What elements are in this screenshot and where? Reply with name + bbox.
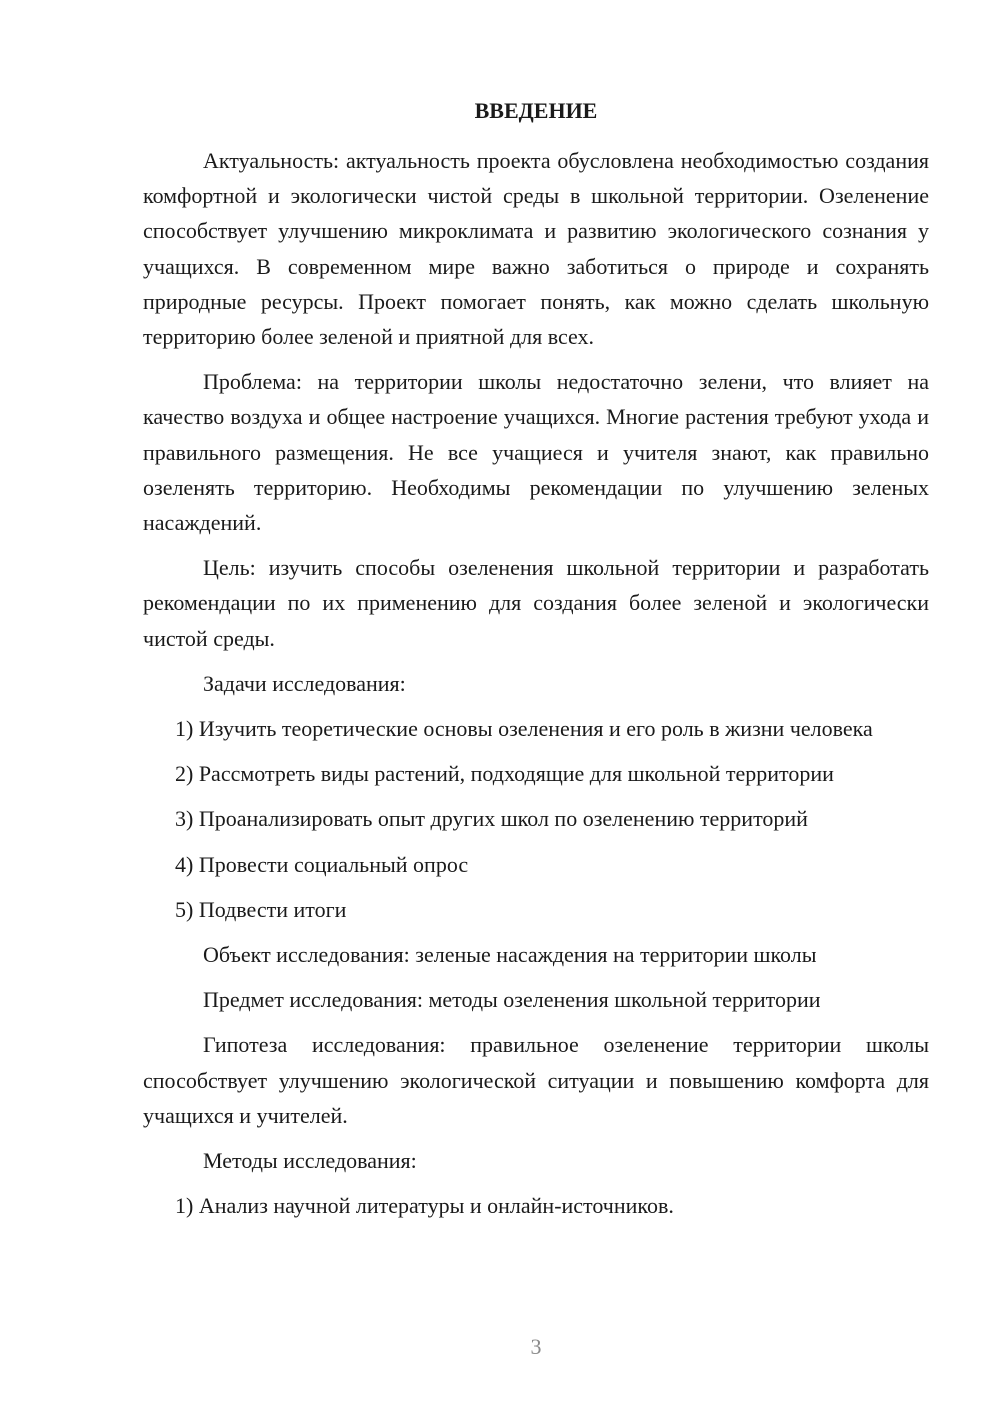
method-item: 1) Анализ научной литературы и онлайн-источников. bbox=[175, 1193, 674, 1219]
methods-heading: Методы исследования: bbox=[203, 1148, 417, 1174]
task-item: 1) Изучить теоретические основы озеленения и его роль в жизни человека bbox=[175, 716, 873, 742]
relevance-paragraph: Актуальность: актуальность проекта обусловлена необходимостью создания комфортной и экологически чистой среды в школьной территории. Озеленение способствует улучшению микроклимата и развитию экологического сознания у учащихся. В современном мире важно заботиться о природе и сохранять природные ресурсы. Проект помогает понять, как можно сделать школьную территорию более зеленой и приятной для всех. bbox=[143, 148, 929, 350]
task-item: 3) Проанализировать опыт других школ по озеленению территорий bbox=[175, 806, 808, 832]
object-paragraph: Объект исследования: зеленые насаждения на территории школы bbox=[203, 942, 817, 968]
hypothesis-paragraph: Гипотеза исследования: правильное озеленение территории школы способствует улучшению экологической ситуации и повышению комфорта для учащихся и учителей. bbox=[143, 1032, 929, 1128]
goal-paragraph: Цель: изучить способы озеленения школьной территории и разработать рекомендации по их применению для создания более зеленой и экологически чистой среды. bbox=[143, 555, 929, 651]
task-item: 5) Подвести итоги bbox=[175, 896, 347, 922]
problem-paragraph: Проблема: на территории школы недостаточно зелени, что влияет на качество воздуха и общее настроение учащихся. Многие растения требуют ухода и правильного размещения. Не все учащиеся и учителя знают, как правильно озеленять территорию. Необходимы рекомендации по улучшению зеленых насаждений. bbox=[143, 369, 929, 536]
page-title: ВВЕДЕНИЕ bbox=[474, 98, 598, 123]
page-number: 3 bbox=[530, 1334, 542, 1359]
document-body bbox=[143, 143, 929, 1233]
task-item: 4) Провести социальный опрос bbox=[175, 851, 469, 877]
task-item: 2) Рассмотреть виды растений, подходящие для школьной территории bbox=[175, 761, 834, 787]
tasks-heading: Задачи исследования: bbox=[203, 670, 406, 696]
subject-paragraph: Предмет исследования: методы озеленения школьной территории bbox=[203, 987, 821, 1013]
